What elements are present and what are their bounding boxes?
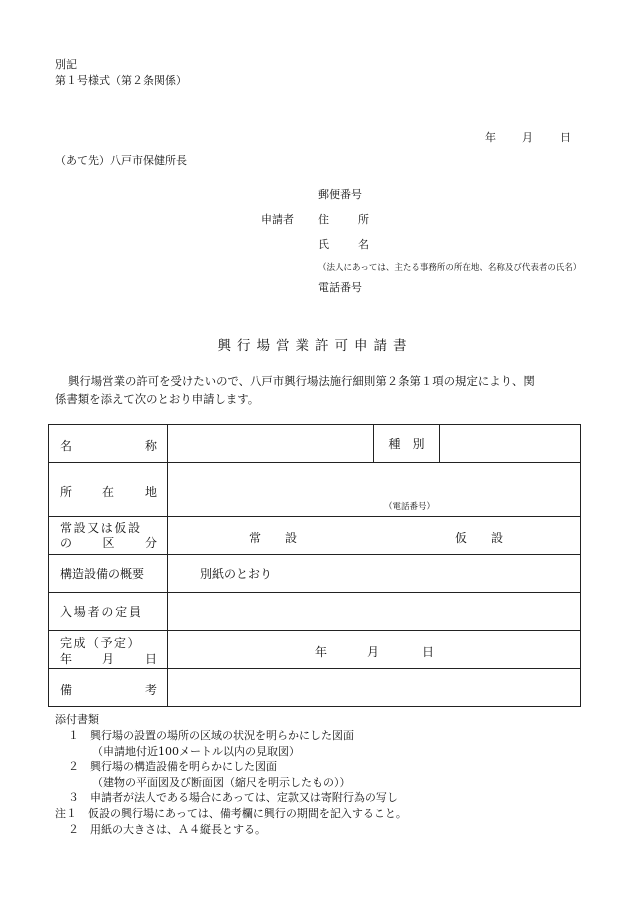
completion-header-line1: 完成（予定） bbox=[60, 636, 142, 650]
completion-header-year: 年 bbox=[60, 652, 73, 666]
classification-header-line2-text: の 区 分 bbox=[60, 536, 157, 550]
location-header-3: 地 bbox=[144, 485, 157, 499]
location-value-cell[interactable] bbox=[168, 463, 581, 517]
attachment-item-2-sub: （建物の平面図及び断面図（縮尺を明示したもの）） bbox=[92, 776, 351, 789]
note-2: ２ 用紙の大きさは、Ａ４縦長とする。 bbox=[68, 823, 266, 836]
completion-value-cell[interactable] bbox=[168, 631, 581, 669]
name-header-cell bbox=[49, 425, 168, 463]
capacity-value-cell[interactable] bbox=[168, 593, 581, 631]
phone-label: 電話番号 bbox=[318, 281, 362, 294]
annex-label: 別記 bbox=[55, 58, 77, 71]
row-capacity bbox=[49, 593, 581, 631]
intro-line-2: 係書類を添えて次のとおり申請します。 bbox=[55, 392, 260, 406]
row-location bbox=[49, 463, 581, 517]
type-header-cell bbox=[374, 425, 440, 463]
attachment-item-1: １ 興行場の設置の場所の区域の状況を明らかにした図面 bbox=[68, 729, 354, 742]
name-header-left: 名 bbox=[60, 439, 73, 453]
name-label-2: 名 bbox=[358, 238, 369, 251]
row-name bbox=[49, 425, 581, 463]
row-remarks bbox=[49, 669, 581, 707]
structure-value: 別紙のとおり bbox=[200, 567, 273, 581]
completion-header-cell bbox=[49, 631, 168, 669]
structure-header-cell bbox=[49, 555, 168, 593]
completion-value-day: 日 bbox=[422, 645, 435, 659]
location-header-cell bbox=[49, 463, 168, 517]
attachment-item-3: ３ 申請者が法人である場合にあっては、定款又は寄附行為の写し bbox=[68, 791, 398, 804]
attachment-item-1-sub: （申請地付近100メートル以内の見取図） bbox=[92, 745, 300, 758]
date-year: 年 bbox=[485, 131, 496, 144]
type-header: 種 別 bbox=[388, 437, 425, 451]
application-table bbox=[48, 424, 581, 707]
postal-code-label: 郵便番号 bbox=[318, 188, 362, 201]
classification-value-cell bbox=[168, 517, 581, 555]
structure-header: 構造設備の概要 bbox=[60, 567, 145, 581]
location-header-1: 所 bbox=[60, 485, 73, 499]
attachments-heading: 添付書類 bbox=[55, 713, 99, 726]
row-completion bbox=[49, 631, 581, 669]
addressee: （あて先）八戸市保健所長 bbox=[55, 154, 187, 167]
classification-header-line1: 常設又は仮設 bbox=[60, 521, 142, 535]
document-title: 興行場営業許可申請書 bbox=[217, 338, 413, 354]
type-value-cell[interactable] bbox=[440, 425, 581, 463]
address-label-1: 住 bbox=[318, 213, 329, 226]
completion-header-month: 月 bbox=[102, 652, 115, 666]
temporary-option[interactable]: 仮 設 bbox=[455, 531, 504, 545]
date-month: 月 bbox=[522, 131, 533, 144]
completion-value-month: 月 bbox=[367, 645, 380, 659]
capacity-header: 入場者の定員 bbox=[60, 605, 143, 619]
completion-value-year: 年 bbox=[315, 645, 328, 659]
name-header-right: 称 bbox=[144, 439, 157, 453]
permanent-option[interactable]: 常 設 bbox=[249, 531, 298, 545]
address-label-2: 所 bbox=[358, 213, 369, 226]
row-structure bbox=[49, 555, 581, 593]
form-number: 第１号様式（第２条関係） bbox=[55, 74, 187, 87]
completion-header-day: 日 bbox=[144, 652, 157, 666]
name-value-cell[interactable] bbox=[168, 425, 374, 463]
capacity-header-cell bbox=[49, 593, 168, 631]
remarks-header-cell bbox=[49, 669, 168, 707]
classification-header-line2 bbox=[60, 536, 157, 551]
date-day: 日 bbox=[560, 131, 571, 144]
attachment-item-2: ２ 興行場の構造設備を明らかにした図面 bbox=[68, 760, 277, 773]
applicant-label: 申請者 bbox=[261, 213, 294, 226]
structure-value-cell[interactable] bbox=[168, 555, 581, 593]
remarks-header-right: 考 bbox=[144, 683, 157, 697]
classification-header-cell bbox=[49, 517, 168, 555]
remarks-value-cell[interactable] bbox=[168, 669, 581, 707]
location-phone-note: （電話番号） bbox=[384, 502, 436, 512]
remarks-header-left: 備 bbox=[60, 683, 73, 697]
row-classification bbox=[49, 517, 581, 555]
note-1: 注１ 仮設の興行場にあっては、備考欄に興行の期間を記入すること。 bbox=[55, 807, 407, 820]
name-label-1: 氏 bbox=[318, 238, 329, 251]
intro-line-1: 興行場営業の許可を受けたいので、八戸市興行場法施行細則第２条第１項の規定により、関 bbox=[68, 374, 535, 388]
location-header-2: 在 bbox=[102, 485, 115, 499]
corporation-note: （法人にあっては、主たる事務所の所在地、名称及び代表者の氏名） bbox=[318, 263, 582, 273]
